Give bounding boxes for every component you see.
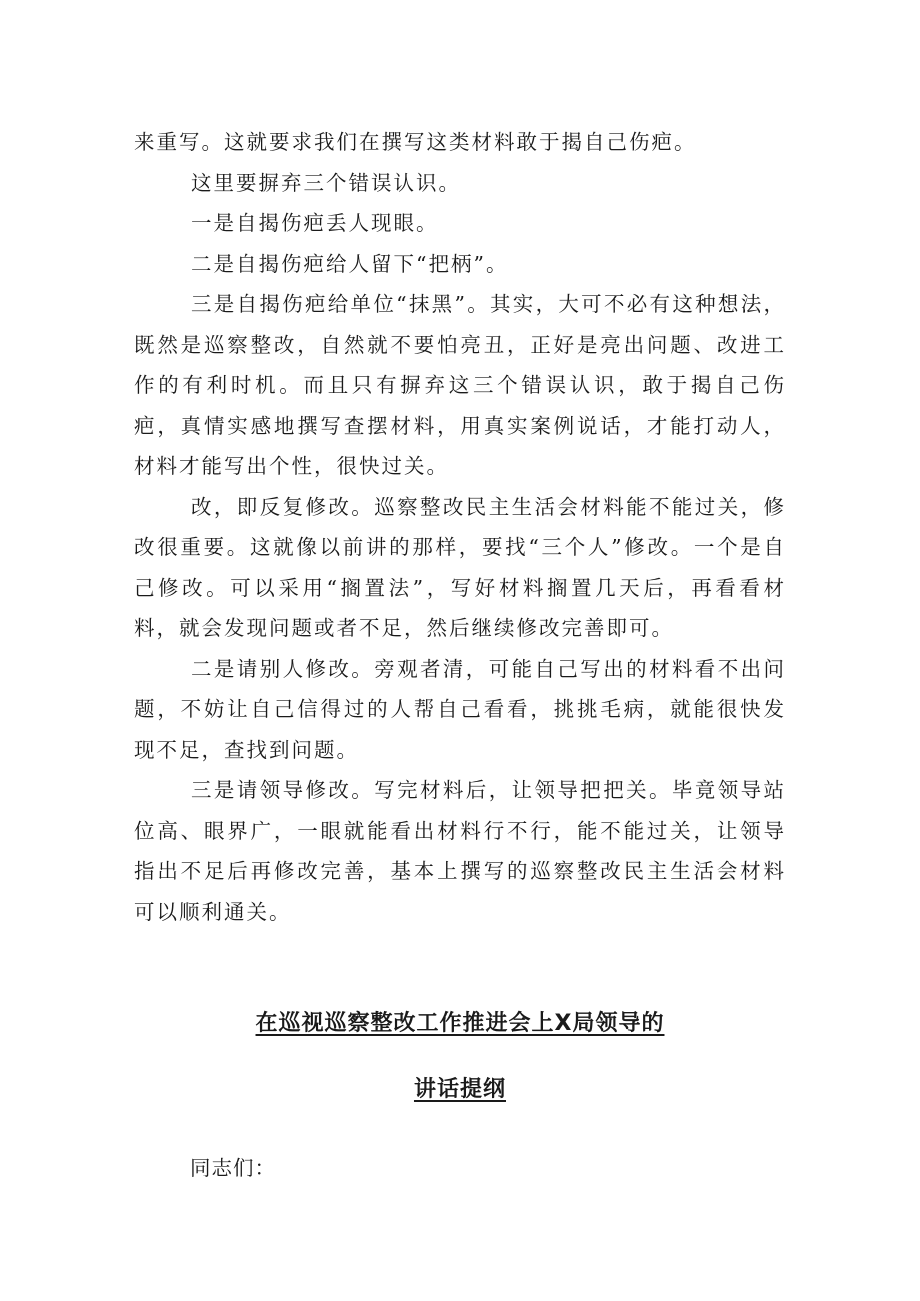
paragraph: 二是自揭伤疤给人留下“把柄”。 xyxy=(191,251,509,276)
body-text xyxy=(134,122,786,932)
speech-title xyxy=(134,1008,786,1106)
paragraph: 二是请别人修改。旁观者清，可能自己写出的材料看不出问题，不妨让自己信得过的人帮自己看看，挑挑毛病，就能很快发现不足，查找到问题。 xyxy=(134,656,786,762)
paragraph: 三是请领导修改。写完材料后，让领导把把关。毕竟领导站位高、眼界广，一眼就能看出材料行不行，能不能过关，让领导指出不足后再修改完善，基本上撰写的巡察整改民主生活会材料可以顺利通关。 xyxy=(134,778,786,924)
paragraph: 来重写。这就要求我们在撰写这类材料敢于揭自己伤疤。 xyxy=(134,130,697,154)
paragraph: 一是自揭伤疤丢人现眼。 xyxy=(191,211,439,235)
title-line-2 xyxy=(134,1074,786,1106)
paragraph: 三是自揭伤疤给单位“抹黑”。其实，大可不必有这种想法，既然是巡察整改，自然就不要怕亮丑，正好是亮出问题、改进工作的有利时机。而且只有摒弃这三个错误认识，敢于揭自己伤疤，真情实感地撰写查摆材料，用真实案例说话，才能打动人，材料才能写出个性，很快过关。 xyxy=(134,292,786,478)
title-text-1: 在巡视巡察整改工作推进会上X局领导的 xyxy=(255,1011,665,1036)
salutation: 同志们： xyxy=(190,1156,276,1180)
title-line-1 xyxy=(134,1008,786,1040)
paragraph: 这里要摒弃三个错误认识。 xyxy=(191,170,461,195)
title-text-2: 讲话提纲 xyxy=(413,1077,506,1102)
paragraph: 改，即反复修改。巡察整改民主生活会材料能不能过关，修改很重要。这就像以前讲的那样，要找“三个人”修改。一个是自己修改。可以采用“搁置法”，写好材料搁置几天后，再看看材料，就会发现问题或者不足，然后继续修改完善即可。 xyxy=(134,494,786,640)
